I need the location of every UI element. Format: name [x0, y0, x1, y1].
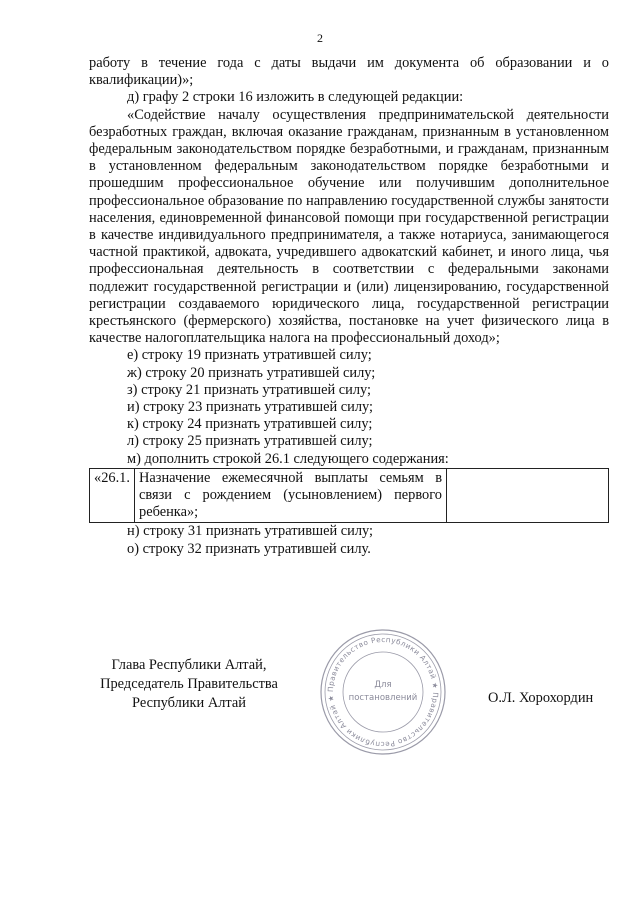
list-item: н) строку 31 признать утратившей силу;	[127, 523, 374, 540]
signatory-title-line: Председатель Правительства	[100, 676, 278, 692]
list-item: и) строку 23 признать утратившей силу;	[127, 399, 374, 416]
list-item: о) строку 32 признать утратившей силу.	[127, 540, 371, 557]
table-cell-empty	[447, 468, 609, 523]
seal-ring-text: Правительство Республики Алтай ★ Правительство Республики Алтай ★	[325, 634, 441, 750]
signatory-name: О.Л. Хорохордин	[488, 690, 594, 706]
list-item: к) строку 24 признать утратившей силу;	[127, 416, 373, 433]
signatory-title-line: Глава Республики Алтай,	[111, 657, 267, 673]
list-item: л) строку 25 признать утратившей силу;	[127, 433, 373, 450]
list-item: м) дополнить строкой 26.1 следующего содержания:	[127, 450, 449, 467]
inserted-row-table	[89, 468, 609, 524]
list-item: з) строку 21 признать утратившей силу;	[127, 381, 372, 398]
page-number: 2	[317, 31, 323, 45]
official-seal-stamp	[318, 627, 448, 757]
table-cell-number: «26.1.	[90, 468, 135, 523]
signatory-title-line: Республики Алтай	[132, 695, 246, 711]
document-body	[89, 55, 609, 558]
paragraph-instruction-d: д) графу 2 строки 16 изложить в следующей редакции:	[127, 89, 464, 106]
seal-center-text: постановлений	[348, 693, 418, 703]
list-item: е) строку 19 признать утратившей силу;	[127, 347, 372, 364]
paragraph-continuation: работу в течение года с даты выдачи им документа об образовании и о квалификации)»;	[89, 55, 609, 89]
paragraph-new-wording: «Содействие началу осуществления предпринимательской деятельности безработных граждан, включая оказание гражданам, признанным в установленном федеральным законодательством порядке безработными, и гражданам, признанным в установленном федеральным законодательством порядке безработными и прошедшим профессиональное обучение или получившим дополнительное профессиональное образование по направлению государственной службы занятости населения, единовременной финансовой помощи при государственной регистрации в качестве индивидуального предпринимателя, а также нотариуса, занимающегося частной практикой, адвоката, учредившего адвокатский кабинет, и иного лица, чья профессиональная деятельность в соответствии с федеральными законами подлежит государственной регистрации и (или) лицензированию, государственной регистрации создаваемого юридического лица, государственной регистрации крестьянского (фермерского) хозяйства, постановке на учет физического лица в качестве налогоплательщика налога на профессиональный доход»;	[89, 106, 609, 347]
list-item: ж) строку 20 признать утратившей силу;	[127, 364, 376, 381]
table-cell-text: Назначение ежемесячной выплаты семьям в связи с рождением (усыновлением) первого ребенка»;	[135, 468, 447, 523]
table-row	[90, 468, 609, 523]
signatory-title	[89, 656, 289, 713]
seal-center-text: Для	[374, 680, 392, 690]
